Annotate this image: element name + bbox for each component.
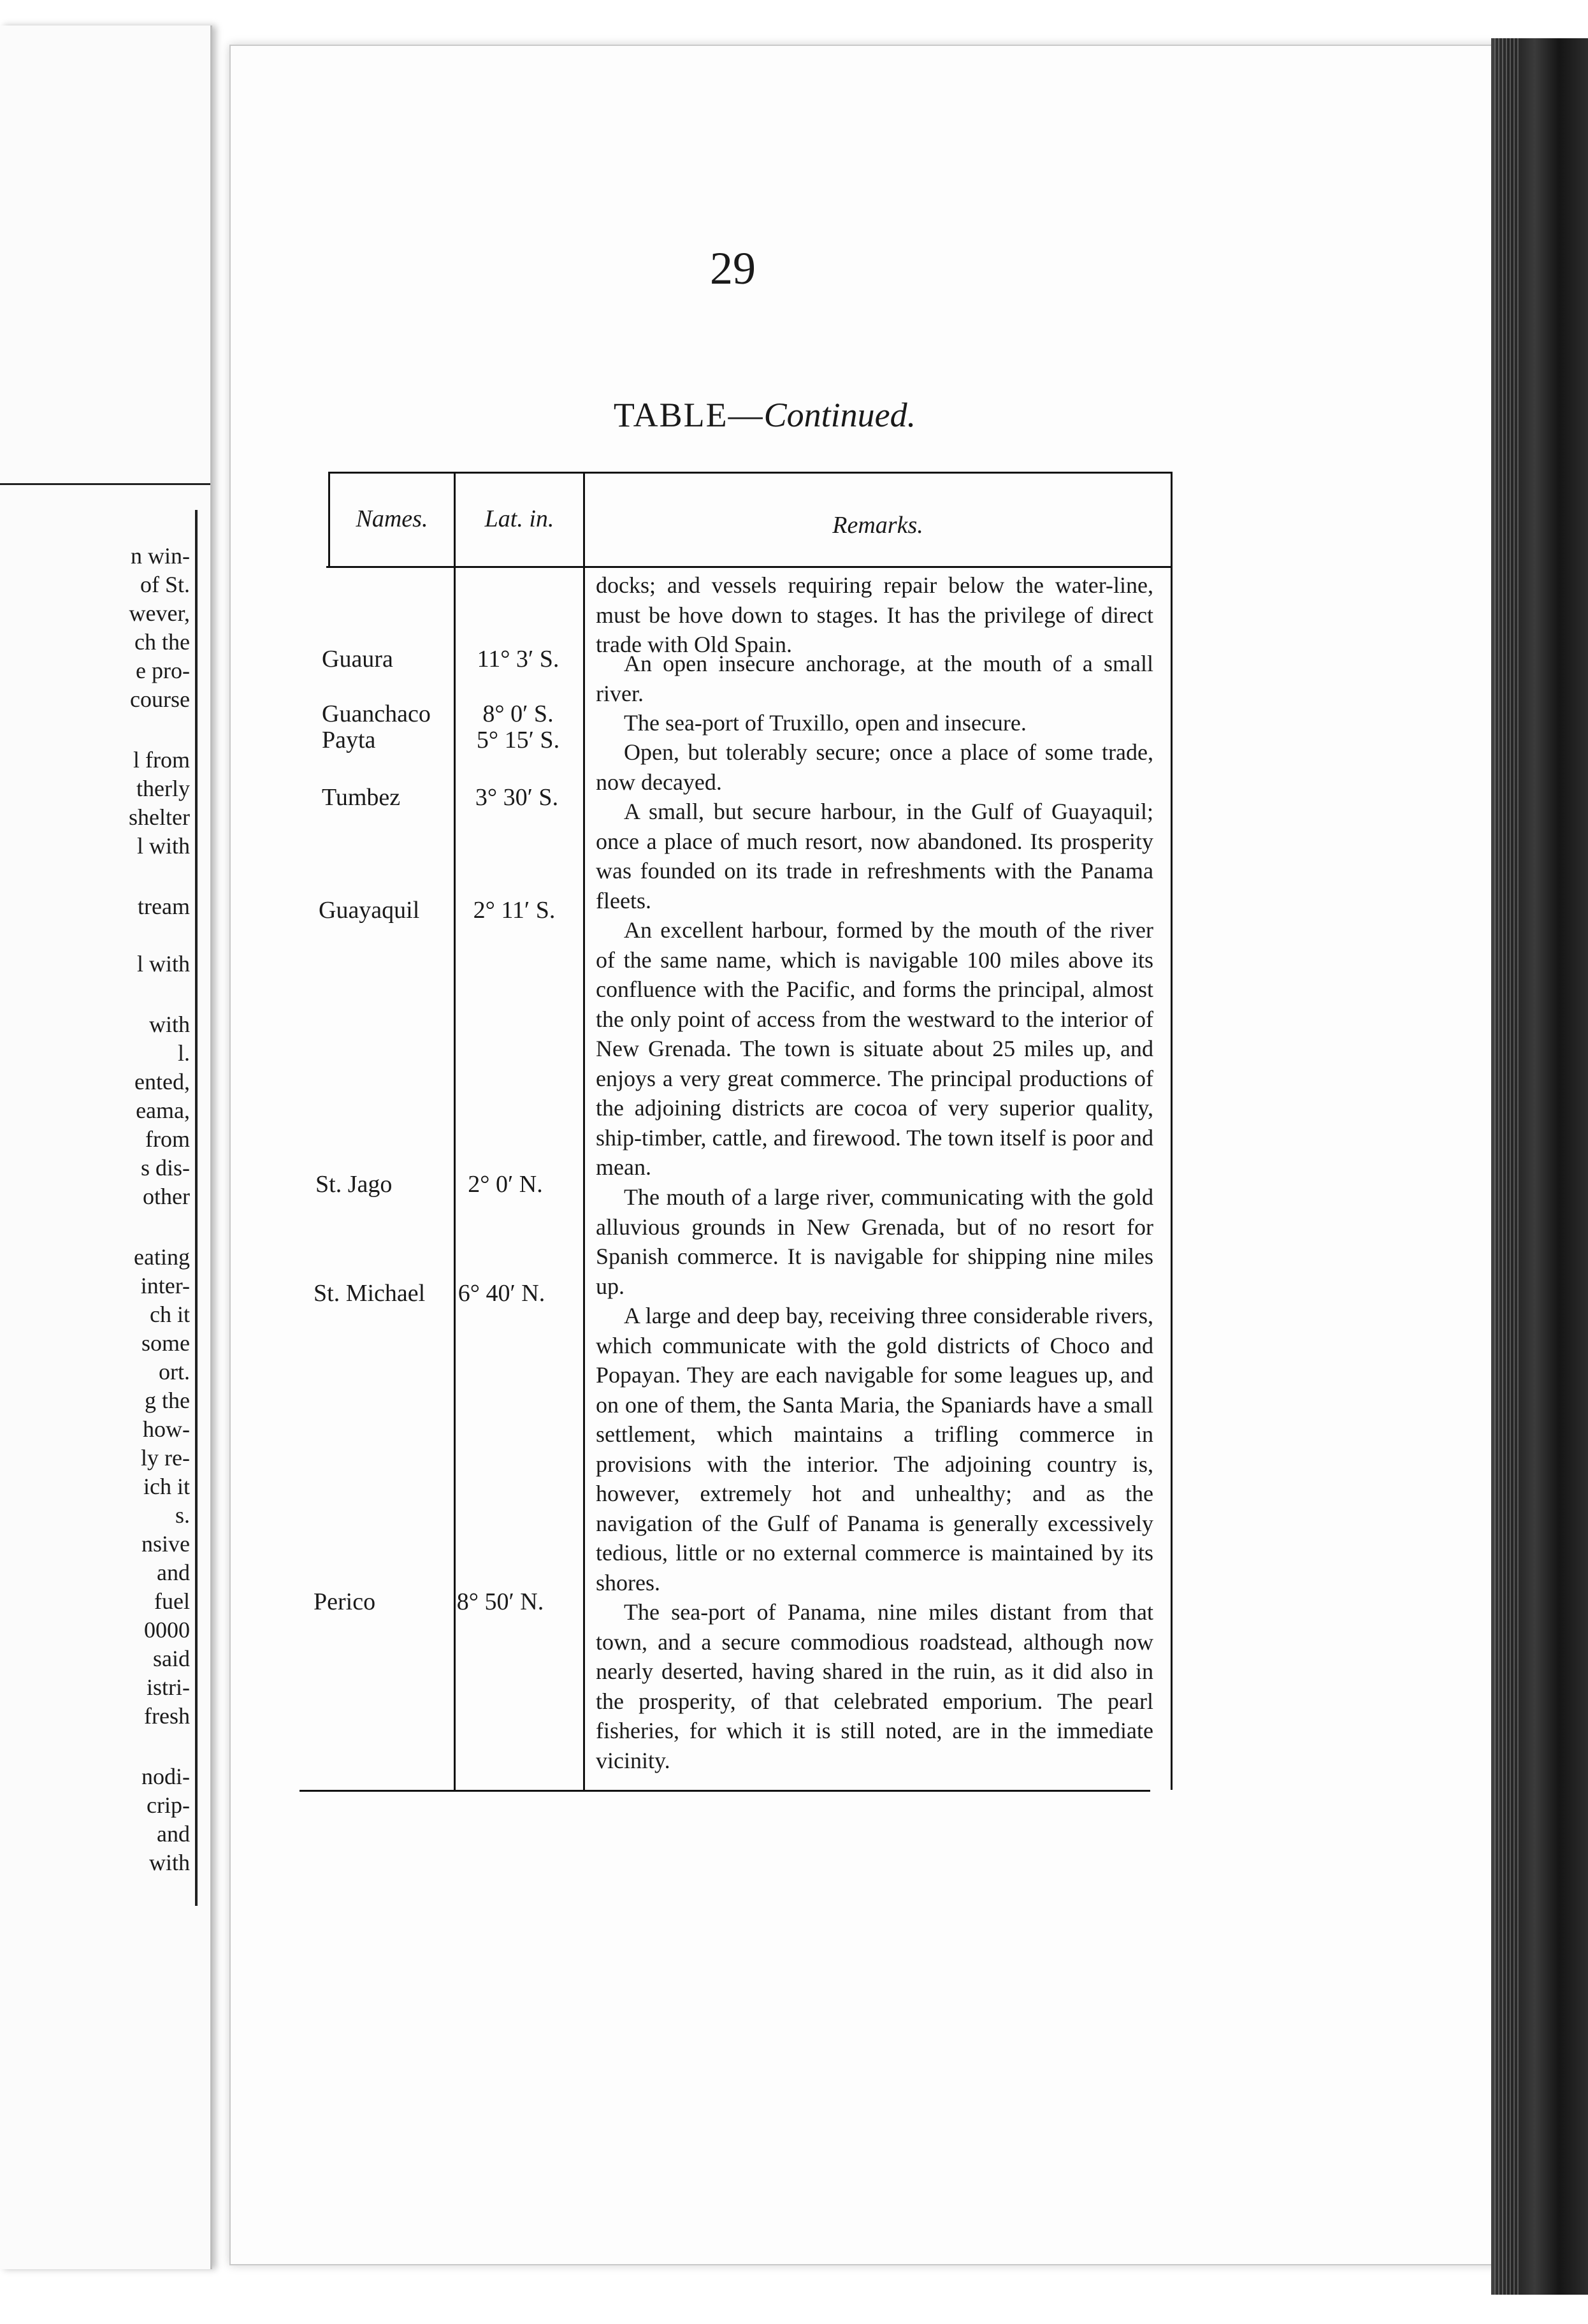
left-page-line: eating (134, 1244, 190, 1270)
left-page-line: inter- (140, 1273, 190, 1298)
table-col-rule-2 (583, 472, 585, 1790)
left-page-line: with (148, 1012, 190, 1037)
left-page-line: n win- (131, 543, 190, 569)
table-bottom-rule (300, 1790, 1150, 1792)
row-remarks: An excellent harbour, formed by the mouth of the river of the same name, which is navigable 100 miles above its confluence with the Pacific, and forms the principal, almost the only point of access from the westward to the interior of New Grenada. The town is situate about 25 miles up, and enjoys a very great commerce. The principal productions of the adjoining districts are cocoa of very superior quality, ship-timber, cattle, and firewood. The town itself is poor and mean. (596, 917, 1153, 1180)
row-name: Guanchaco (322, 701, 431, 727)
row-remarks: A small, but secure harbour, in the Gulf of Guayaquil; once a place of much resort, now abandoned. Its prosperity was founded on its trade in refreshments with the Panama fleets. (596, 799, 1153, 913)
left-page-line: and (157, 1560, 190, 1585)
left-page-line: ort. (159, 1359, 190, 1384)
left-page-line: eama, (136, 1098, 190, 1123)
left-page-line: l with (136, 833, 190, 859)
row-remarks: The mouth of a large river, communicating with the gold alluvious grounds in New Grenada, but of no resort for Spanish commerce. It is navigable for shipping nine miles up. (596, 1184, 1153, 1299)
left-page-line: g the (145, 1388, 190, 1413)
left-page-line: ch it (150, 1302, 190, 1327)
row-name: Perico (314, 1588, 376, 1615)
table-left-border (328, 472, 330, 567)
left-page-fragment (0, 25, 212, 2269)
row-lat: 11° 3′ S. (477, 646, 559, 672)
column-header-remarks: Remarks. (832, 512, 923, 539)
left-page-line: 0000 (144, 1617, 190, 1643)
column-header-names: Names. (356, 505, 428, 532)
left-page-line: s. (175, 1502, 190, 1528)
left-page-line: shelter (129, 804, 190, 830)
page-number: 29 (710, 243, 756, 294)
table-right-border (1171, 472, 1173, 1790)
left-page-line: nodi- (141, 1764, 190, 1789)
left-page-line: e pro- (136, 658, 190, 683)
left-page-line: l from (133, 747, 190, 773)
row-lat: 5° 15′ S. (476, 727, 560, 753)
left-page-line: l. (177, 1040, 190, 1066)
table-heading-continued: Continued. (763, 396, 916, 434)
row-lat: 8° 0′ S. (482, 701, 554, 727)
row-remarks: An open insecure anchorage, at the mouth of a small river. (596, 651, 1153, 706)
book-edge-pages (1494, 38, 1520, 2295)
left-page-line: how- (143, 1416, 190, 1442)
left-page-line: said (153, 1646, 190, 1671)
row-name: Guaura (322, 646, 393, 672)
row-lat: 6° 40′ N. (458, 1280, 545, 1307)
column-header-lat: Lat. in. (484, 505, 554, 532)
left-page-line: fuel (154, 1588, 190, 1614)
left-page-line: from (145, 1126, 190, 1152)
row-lat: 3° 30′ S. (475, 784, 559, 811)
left-page-rule (0, 483, 210, 485)
row-lat: 2° 0′ N. (468, 1171, 543, 1198)
left-page-line: some (141, 1330, 190, 1356)
left-page-line: therly (136, 776, 190, 801)
left-page-column-rule (195, 510, 198, 1906)
row-name: St. Michael (314, 1280, 426, 1307)
row-lat: 2° 11′ S. (473, 897, 556, 924)
table-heading (446, 395, 1083, 435)
left-page-line: ented, (134, 1069, 190, 1094)
left-page-line: wever, (129, 600, 190, 626)
left-page-line: s dis- (140, 1155, 190, 1180)
left-page-line: of St. (140, 572, 190, 597)
row-remarks: A large and deep bay, receiving three considerable rivers, which communicate with the gold districts of Choco and Popayan. They are each navigable for some leagues up, and on one of them, the Santa Maria, the Spaniards have a small settlement, which maintains a trifling commerce in provisions with the interior. The adjoining country is, however, extremely hot and unhealthy; and as the navigation of the Gulf of Panama is generally excessively tedious, little or no external commerce is maintained by its shores. (596, 1303, 1153, 1595)
left-page-line: ly re- (141, 1445, 190, 1471)
left-page-line: course (130, 686, 190, 712)
row-name: St. Jago (315, 1171, 393, 1198)
left-page-line: ch the (134, 629, 190, 655)
left-page-line: istri- (147, 1674, 190, 1700)
row-remarks: The sea-port of Panama, nine miles distant from that town, and a secure commodious roadstead, although now nearly deserted, having shared in the ruin, as it did also in the prosperity, of that celebrated emporium. The pearl fisheries, for which it is still noted, are in the immediate vicinity. (596, 1599, 1153, 1773)
row-remarks: The sea-port of Truxillo, open and insecure. (624, 710, 1027, 736)
left-page-line: and (157, 1821, 190, 1847)
left-page-line: crip- (147, 1792, 190, 1818)
left-page-line: fresh (144, 1703, 190, 1729)
row-remarks: Open, but tolerably secure; once a place of some trade, now decayed. (596, 739, 1153, 795)
left-page-line: nsive (141, 1531, 190, 1557)
left-page-line: with (148, 1850, 190, 1875)
left-page-line: tream (138, 894, 190, 919)
row-name: Payta (322, 727, 376, 753)
table-heading-title: TABLE— (613, 396, 764, 434)
remarks-continuation: docks; and vessels requiring repair below the water-line, must be hove down to stages. It has the privilege of direct trade with Old Spain. (596, 572, 1153, 657)
row-lat: 8° 50′ N. (456, 1588, 544, 1615)
row-name: Guayaquil (319, 897, 420, 924)
left-page-line: ich it (143, 1474, 190, 1499)
row-name: Tumbez (322, 784, 401, 811)
left-page-line: l with (136, 951, 190, 977)
left-page-line: other (143, 1184, 190, 1209)
